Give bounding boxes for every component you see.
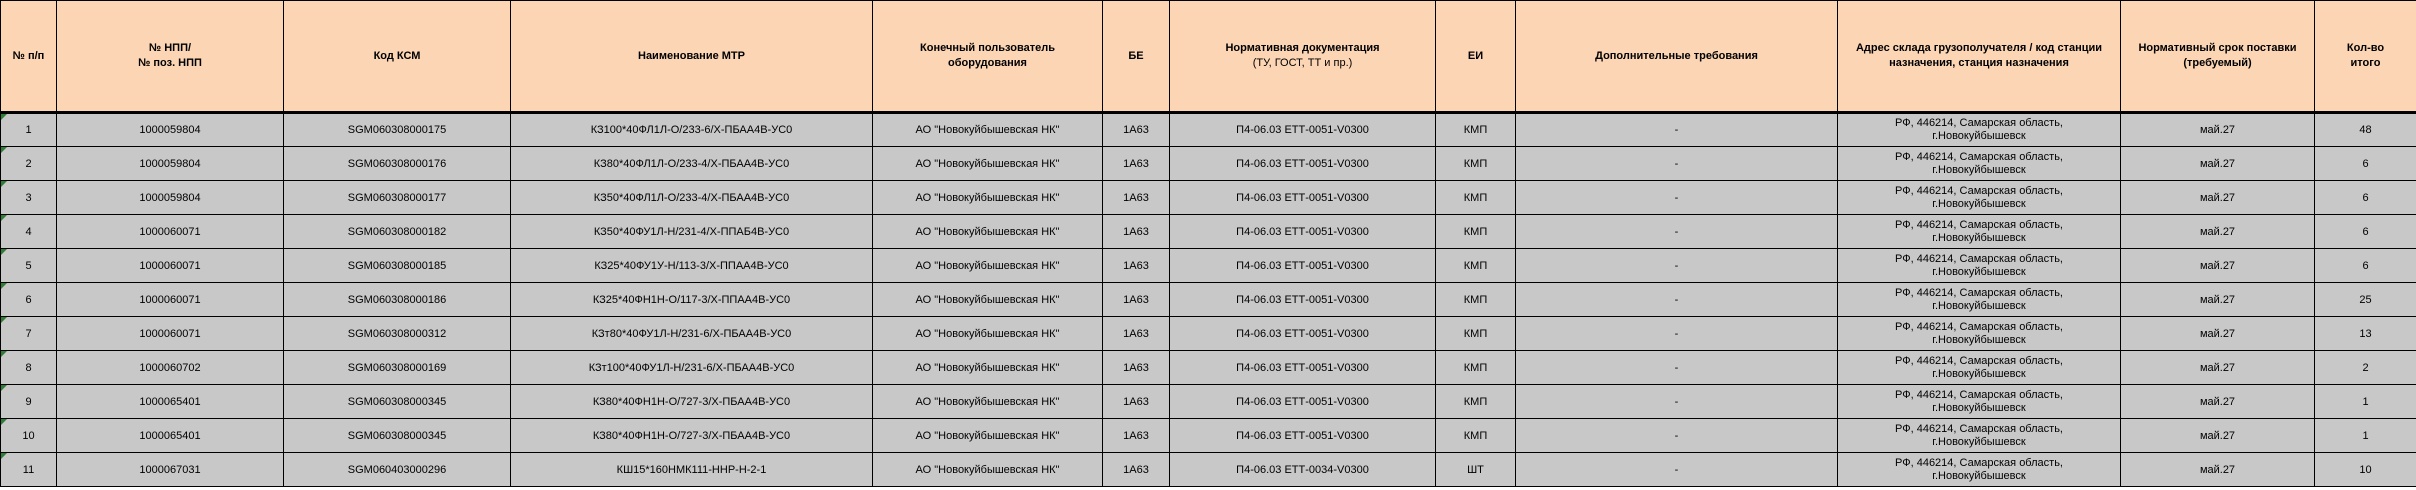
cell-qty[interactable]: 6 — [2315, 215, 2416, 249]
cell-user[interactable]: АО "Новокуйбышевская НК" — [873, 283, 1103, 317]
cell-num[interactable]: 8 — [1, 351, 57, 385]
cell-term[interactable]: май.27 — [2121, 317, 2315, 351]
cell-term[interactable]: май.27 — [2121, 453, 2315, 487]
cell-user[interactable]: АО "Новокуйбышевская НК" — [873, 249, 1103, 283]
table-row — [1, 351, 2416, 385]
cell-mtr[interactable]: КЗ80*40ФЛ1Л-О/233-4/Х-ПБАА4В-УС0 — [511, 147, 873, 181]
cell-user[interactable]: АО "Новокуйбышевская НК" — [873, 113, 1103, 147]
cell-doc[interactable]: П4-06.03 ЕТТ-0051-V0300 — [1170, 215, 1436, 249]
table-row — [1, 283, 2416, 317]
cell-npp[interactable]: 1000065401 — [57, 419, 284, 453]
cell-num[interactable]: 4 — [1, 215, 57, 249]
cell-npp[interactable]: 1000059804 — [57, 147, 284, 181]
cell-extra[interactable]: - — [1516, 249, 1838, 283]
cell-doc[interactable]: П4-06.03 ЕТТ-0051-V0300 — [1170, 181, 1436, 215]
cell-mtr[interactable]: КЗ50*40ФЛ1Л-О/233-4/Х-ПБАА4В-УС0 — [511, 181, 873, 215]
cell-num[interactable]: 10 — [1, 419, 57, 453]
cell-mtr[interactable]: КЗт100*40ФУ1Л-Н/231-6/Х-ПБАА4В-УС0 — [511, 351, 873, 385]
cell-ei[interactable]: КМП — [1436, 283, 1516, 317]
cell-doc[interactable]: П4-06.03 ЕТТ-0051-V0300 — [1170, 351, 1436, 385]
cell-addr[interactable]: РФ, 446214, Самарская область, г.Новокуйбышевск — [1838, 215, 2121, 249]
cell-ksm[interactable]: SGM060308000176 — [284, 147, 511, 181]
cell-user[interactable]: АО "Новокуйбышевская НК" — [873, 351, 1103, 385]
header-extra[interactable]: Дополнительные требования — [1516, 1, 1838, 113]
cell-ei[interactable]: КМП — [1436, 385, 1516, 419]
cell-term[interactable]: май.27 — [2121, 215, 2315, 249]
cell-ksm[interactable]: SGM060308000345 — [284, 385, 511, 419]
cell-be[interactable]: 1А63 — [1103, 249, 1170, 283]
table-row — [1, 419, 2416, 453]
cell-be[interactable]: 1А63 — [1103, 453, 1170, 487]
cell-qty[interactable]: 48 — [2315, 113, 2416, 147]
cell-num[interactable]: 7 — [1, 317, 57, 351]
cell-ksm[interactable]: SGM060308000186 — [284, 283, 511, 317]
cell-addr[interactable]: РФ, 446214, Самарская область, г.Новокуйбышевск — [1838, 351, 2121, 385]
cell-mtr[interactable]: КЗ25*40ФУ1У-Н/113-3/Х-ППАА4В-УС0 — [511, 249, 873, 283]
cell-addr[interactable]: РФ, 446214, Самарская область, г.Новокуйбышевск — [1838, 113, 2121, 147]
cell-doc[interactable]: П4-06.03 ЕТТ-0051-V0300 — [1170, 147, 1436, 181]
cell-qty[interactable]: 1 — [2315, 385, 2416, 419]
table-row — [1, 453, 2416, 487]
cell-term[interactable]: май.27 — [2121, 181, 2315, 215]
cell-mtr[interactable]: КЗ50*40ФУ1Л-Н/231-4/Х-ППАБ4В-УС0 — [511, 215, 873, 249]
cell-mtr[interactable]: КЗ25*40ФН1Н-О/117-3/Х-ППАА4В-УС0 — [511, 283, 873, 317]
header-be[interactable]: БЕ — [1103, 1, 1170, 113]
cell-qty[interactable]: 13 — [2315, 317, 2416, 351]
cell-user[interactable]: АО "Новокуйбышевская НК" — [873, 453, 1103, 487]
cell-be[interactable]: 1А63 — [1103, 283, 1170, 317]
cell-npp[interactable]: 1000060071 — [57, 215, 284, 249]
cell-extra[interactable]: - — [1516, 385, 1838, 419]
table-row — [1, 215, 2416, 249]
cell-doc[interactable]: П4-06.03 ЕТТ-0051-V0300 — [1170, 249, 1436, 283]
cell-user[interactable]: АО "Новокуйбышевская НК" — [873, 215, 1103, 249]
cell-be[interactable]: 1А63 — [1103, 351, 1170, 385]
cell-ei[interactable]: КМП — [1436, 181, 1516, 215]
table-body — [1, 113, 2416, 487]
cell-ksm[interactable]: SGM060403000296 — [284, 453, 511, 487]
cell-num[interactable]: 1 — [1, 113, 57, 147]
cell-term[interactable]: май.27 — [2121, 113, 2315, 147]
cell-addr[interactable]: РФ, 446214, Самарская область, г.Новокуйбышевск — [1838, 453, 2121, 487]
cell-npp[interactable]: 1000065401 — [57, 385, 284, 419]
cell-be[interactable]: 1А63 — [1103, 419, 1170, 453]
cell-addr[interactable]: РФ, 446214, Самарская область, г.Новокуйбышевск — [1838, 249, 2121, 283]
table-row — [1, 113, 2416, 147]
cell-doc[interactable]: П4-06.03 ЕТТ-0051-V0300 — [1170, 385, 1436, 419]
cell-be[interactable]: 1А63 — [1103, 385, 1170, 419]
cell-extra[interactable]: - — [1516, 453, 1838, 487]
cell-user[interactable]: АО "Новокуйбышевская НК" — [873, 147, 1103, 181]
cell-addr[interactable]: РФ, 446214, Самарская область, г.Новокуйбышевск — [1838, 385, 2121, 419]
header-num[interactable]: № п/п — [1, 1, 57, 113]
header-term[interactable]: Нормативный срок поставки (требуемый) — [2121, 1, 2315, 113]
cell-ksm[interactable]: SGM060308000182 — [284, 215, 511, 249]
table-row — [1, 249, 2416, 283]
cell-qty[interactable]: 1 — [2315, 419, 2416, 453]
cell-doc[interactable]: П4-06.03 ЕТТ-0051-V0300 — [1170, 317, 1436, 351]
cell-ei[interactable]: КМП — [1436, 249, 1516, 283]
cell-num[interactable]: 11 — [1, 453, 57, 487]
header-user[interactable]: Конечный пользователь оборудования — [873, 1, 1103, 113]
header-addr[interactable]: Адрес склада грузополучателя / код станции назначения, станция назначения — [1838, 1, 2121, 113]
cell-num[interactable]: 6 — [1, 283, 57, 317]
cell-extra[interactable]: - — [1516, 215, 1838, 249]
cell-qty[interactable]: 6 — [2315, 249, 2416, 283]
cell-npp[interactable]: 1000060071 — [57, 317, 284, 351]
cell-ksm[interactable]: SGM060308000312 — [284, 317, 511, 351]
cell-extra[interactable]: - — [1516, 317, 1838, 351]
header-ei[interactable]: ЕИ — [1436, 1, 1516, 113]
cell-num[interactable]: 3 — [1, 181, 57, 215]
cell-qty[interactable]: 2 — [2315, 351, 2416, 385]
header-qty[interactable]: Кол-во итого — [2315, 1, 2416, 113]
cell-user[interactable]: АО "Новокуйбышевская НК" — [873, 419, 1103, 453]
cell-addr[interactable]: РФ, 446214, Самарская область, г.Новокуйбышевск — [1838, 147, 2121, 181]
cell-addr[interactable]: РФ, 446214, Самарская область, г.Новокуйбышевск — [1838, 419, 2121, 453]
cell-term[interactable]: май.27 — [2121, 147, 2315, 181]
cell-user[interactable]: АО "Новокуйбышевская НК" — [873, 317, 1103, 351]
cell-term[interactable]: май.27 — [2121, 283, 2315, 317]
cell-ksm[interactable]: SGM060308000185 — [284, 249, 511, 283]
cell-extra[interactable]: - — [1516, 351, 1838, 385]
header-row — [1, 1, 2416, 113]
table-row — [1, 147, 2416, 181]
cell-npp[interactable]: 1000067031 — [57, 453, 284, 487]
header-mtr[interactable]: Наименование МТР — [511, 1, 873, 113]
cell-extra[interactable]: - — [1516, 419, 1838, 453]
cell-be[interactable]: 1А63 — [1103, 317, 1170, 351]
cell-addr[interactable]: РФ, 446214, Самарская область, г.Новокуйбышевск — [1838, 317, 2121, 351]
cell-ksm[interactable]: SGM060308000175 — [284, 113, 511, 147]
cell-ei[interactable]: КМП — [1436, 419, 1516, 453]
cell-mtr[interactable]: КЗ80*40ФН1Н-О/727-3/Х-ПБАА4В-УС0 — [511, 419, 873, 453]
cell-mtr[interactable]: КЗ80*40ФН1Н-О/727-3/Х-ПБАА4В-УС0 — [511, 385, 873, 419]
cell-extra[interactable]: - — [1516, 283, 1838, 317]
cell-term[interactable]: май.27 — [2121, 385, 2315, 419]
cell-addr[interactable]: РФ, 446214, Самарская область, г.Новокуйбышевск — [1838, 283, 2121, 317]
cell-addr[interactable]: РФ, 446214, Самарская область, г.Новокуйбышевск — [1838, 181, 2121, 215]
cell-be[interactable]: 1А63 — [1103, 181, 1170, 215]
cell-num[interactable]: 2 — [1, 147, 57, 181]
cell-term[interactable]: май.27 — [2121, 419, 2315, 453]
cell-num[interactable]: 9 — [1, 385, 57, 419]
cell-extra[interactable]: - — [1516, 113, 1838, 147]
cell-doc[interactable]: П4-06.03 ЕТТ-0051-V0300 — [1170, 419, 1436, 453]
cell-extra[interactable]: - — [1516, 147, 1838, 181]
cell-term[interactable]: май.27 — [2121, 249, 2315, 283]
cell-mtr[interactable]: КЗ100*40ФЛ1Л-О/233-6/Х-ПБАА4В-УС0 — [511, 113, 873, 147]
cell-npp[interactable]: 1000060702 — [57, 351, 284, 385]
cell-ei[interactable]: КМП — [1436, 317, 1516, 351]
cell-ei[interactable]: КМП — [1436, 113, 1516, 147]
cell-ei[interactable]: ШТ — [1436, 453, 1516, 487]
cell-doc[interactable]: П4-06.03 ЕТТ-0034-V0300 — [1170, 453, 1436, 487]
header-doc[interactable]: Нормативная документация (ТУ, ГОСТ, ТТ и пр.) — [1170, 1, 1436, 113]
cell-qty[interactable]: 6 — [2315, 147, 2416, 181]
cell-qty[interactable]: 10 — [2315, 453, 2416, 487]
header-ksm[interactable]: Код КСМ — [284, 1, 511, 113]
cell-num[interactable]: 5 — [1, 249, 57, 283]
cell-npp[interactable]: 1000059804 — [57, 181, 284, 215]
cell-ksm[interactable]: SGM060308000345 — [284, 419, 511, 453]
cell-ksm[interactable]: SGM060308000177 — [284, 181, 511, 215]
cell-be[interactable]: 1А63 — [1103, 147, 1170, 181]
cell-npp[interactable]: 1000059804 — [57, 113, 284, 147]
cell-ei[interactable]: КМП — [1436, 147, 1516, 181]
cell-doc[interactable]: П4-06.03 ЕТТ-0051-V0300 — [1170, 113, 1436, 147]
header-npp[interactable]: № НПП/ № поз. НПП — [57, 1, 284, 113]
cell-mtr[interactable]: КШ15*160НМК111-ННР-Н-2-1 — [511, 453, 873, 487]
cell-extra[interactable]: - — [1516, 181, 1838, 215]
cell-user[interactable]: АО "Новокуйбышевская НК" — [873, 385, 1103, 419]
cell-be[interactable]: 1А63 — [1103, 113, 1170, 147]
cell-mtr[interactable]: КЗт80*40ФУ1Л-Н/231-6/Х-ПБАА4В-УС0 — [511, 317, 873, 351]
cell-qty[interactable]: 25 — [2315, 283, 2416, 317]
cell-ei[interactable]: КМП — [1436, 215, 1516, 249]
cell-qty[interactable]: 6 — [2315, 181, 2416, 215]
cell-user[interactable]: АО "Новокуйбышевская НК" — [873, 181, 1103, 215]
cell-be[interactable]: 1А63 — [1103, 215, 1170, 249]
cell-ksm[interactable]: SGM060308000169 — [284, 351, 511, 385]
table-row — [1, 317, 2416, 351]
cell-npp[interactable]: 1000060071 — [57, 283, 284, 317]
cell-npp[interactable]: 1000060071 — [57, 249, 284, 283]
cell-doc[interactable]: П4-06.03 ЕТТ-0051-V0300 — [1170, 283, 1436, 317]
cell-term[interactable]: май.27 — [2121, 351, 2315, 385]
table-row — [1, 181, 2416, 215]
cell-ei[interactable]: КМП — [1436, 351, 1516, 385]
table-row — [1, 385, 2416, 419]
